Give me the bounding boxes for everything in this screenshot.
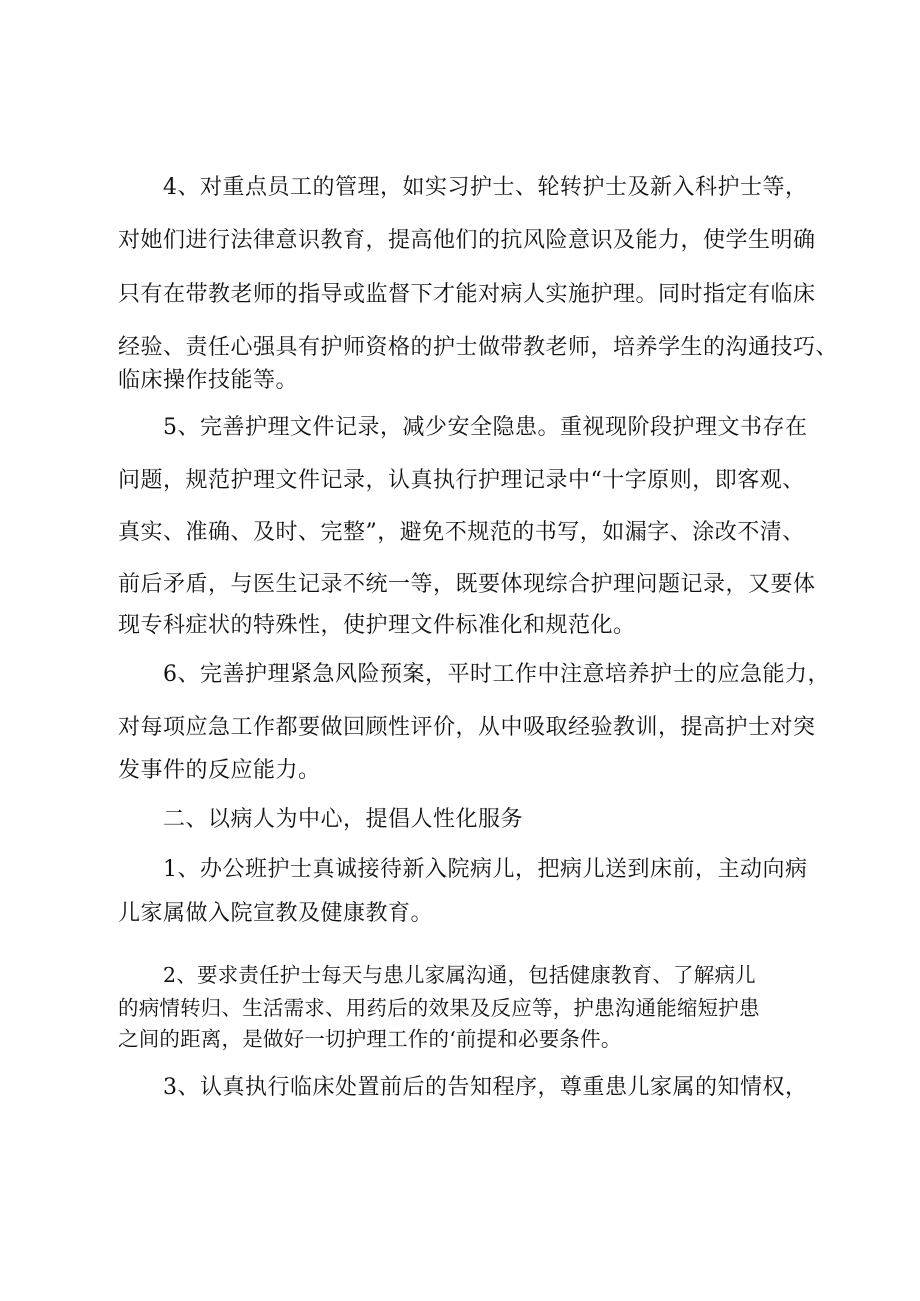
section-heading: 二、以病人为中心，提倡人性化服务 [163,807,524,832]
paragraph-4-line-1: 4、对重点员工的管理，如实习护士、轮转护士及新入科护士等， [163,175,808,200]
item-2-line-2: 的病情转归、生活需求、用药后的效果及反应等，护患沟通能缩短护患 [118,996,760,1020]
paragraph-4-line-4: 经验、责任心强具有护师资格的护士做带教老师，培养学生的沟通技巧、 [118,335,839,360]
paragraph-5-line-5: 现专科症状的特殊性，使护理文件标准化和规范化。 [118,613,636,638]
paragraph-4-line-2: 对她们进行法律意识教育，提高他们的抗风险意识及能力，使学生明确 [118,228,816,253]
paragraph-5-line-4: 前后矛盾，与医生记录不统一等，既要体现综合护理问题记录，又要体 [118,572,816,597]
item-2-line-3: 之间的距离，是做好一切护理工作的‘前提和必要条件。 [118,1027,622,1051]
paragraph-6-line-2: 对每项应急工作都要做回顾性评价，从中吸取经验教训，提高护士对突 [118,715,816,740]
item-3-line-1: 3、认真执行临床处置前后的告知程序，尊重患儿家属的知情权， [163,1075,808,1100]
item-1-line-2: 儿家属做入院宣教及健康教育。 [118,901,434,926]
paragraph-5-line-3: 真实、准确、及时、完整”，避免不规范的书写，如漏字、涂改不清、 [118,520,805,545]
item-2-line-1: 2、要求责任护士每天与患儿家属沟通，包括健康教育、了解病儿 [163,963,756,987]
paragraph-4-line-3: 只有在带教老师的指导或监督下才能对病人实施护理。同时指定有临床 [118,282,816,307]
item-1-line-1: 1、办公班护士真诚接待新入院病儿，把病儿送到床前，主动向病 [163,857,808,882]
paragraph-6-line-3: 发事件的反应能力。 [118,758,321,783]
paragraph-5-line-1: 5、完善护理文件记录，减少安全隐患。重视现阶段护理文书存在 [163,415,808,440]
paragraph-6-line-1: 6、完善护理紧急风险预案，平时工作中注意培养护士的应急能力， [163,662,830,687]
paragraph-4-line-5: 临床操作技能等。 [118,368,299,393]
paragraph-5-line-2: 问题，规范护理文件记录，认真执行护理记录中“十字原则，即客观、 [118,468,805,493]
